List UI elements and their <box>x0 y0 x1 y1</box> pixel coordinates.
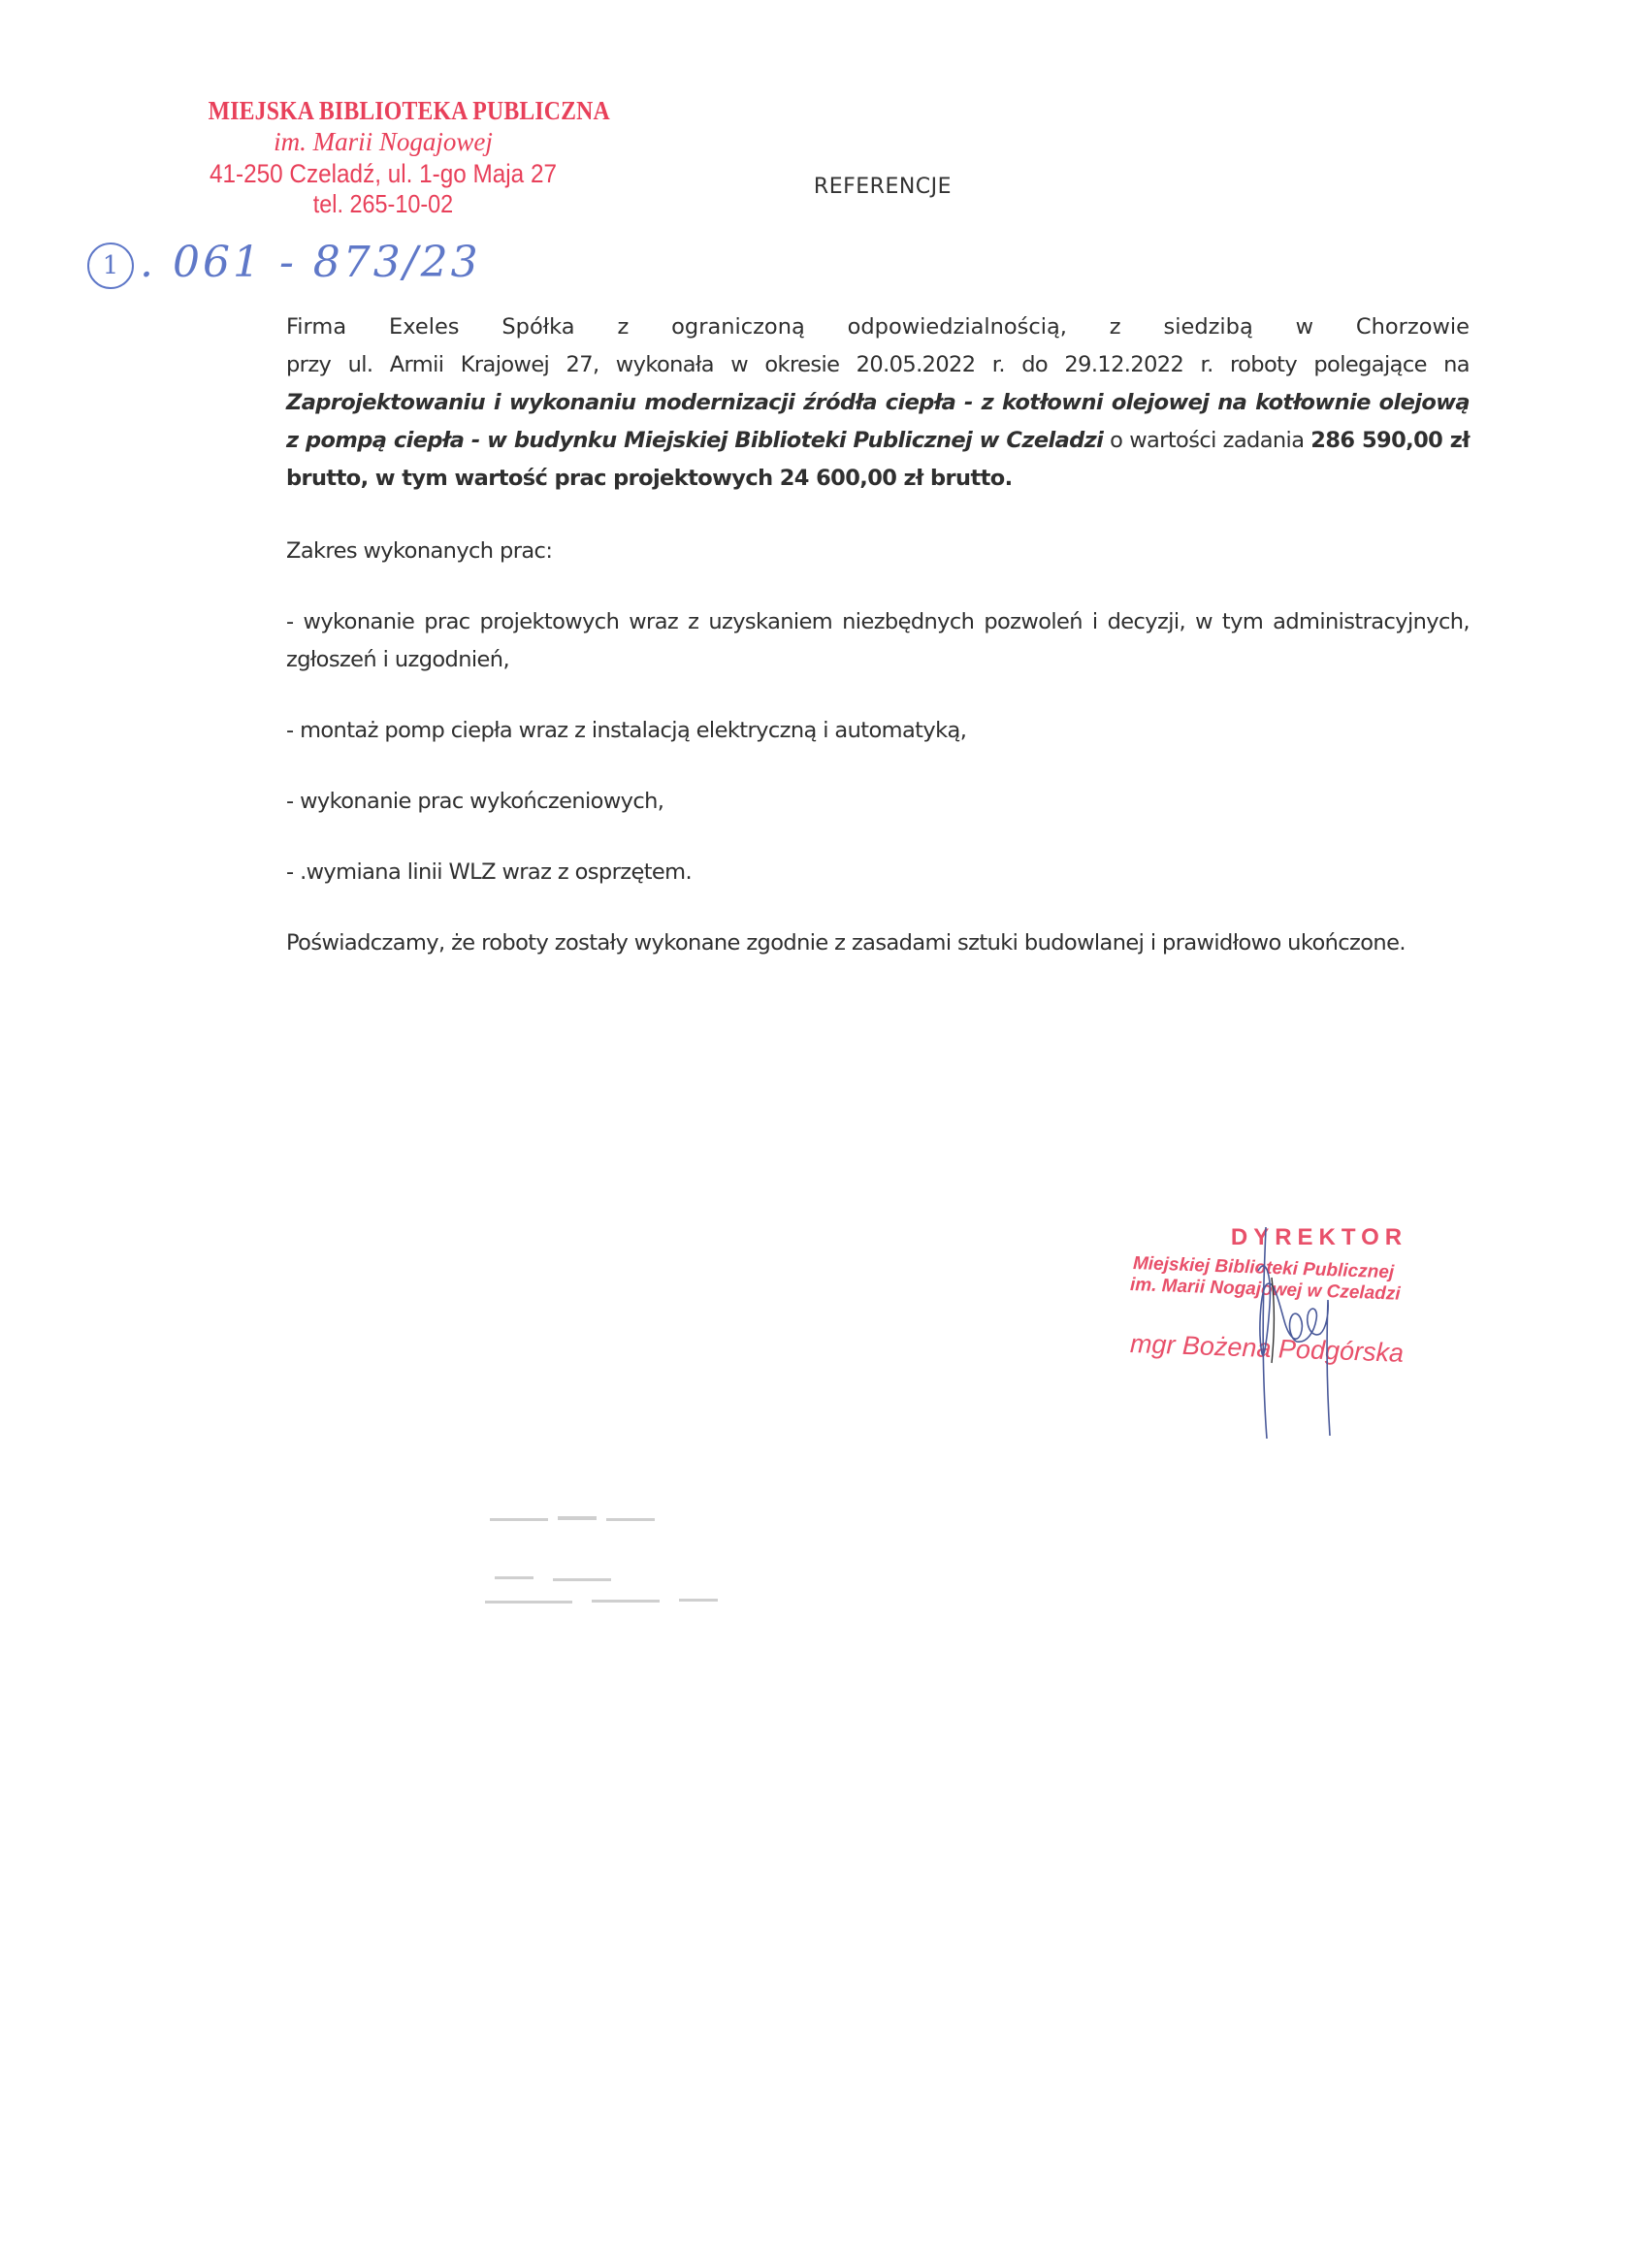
scope-item: - montaż pomp ciepła wraz z instalacją elektryczną i automatyką, <box>286 718 967 743</box>
stamp-library-name: MIEJSKA BIBLIOTEKA PUBLICZNA <box>208 96 610 125</box>
value-statement: 286 590,00 zł brutto, w tym wartość prac projektowych 24 600,00 zł brutto. <box>286 428 1470 491</box>
closing-statement: Poświadczamy, że roboty zostały wykonane zgodnie z zasadami sztuki budowlanej i prawidłowo ukończone. <box>286 930 1406 956</box>
reference-number-text: . 061 - 873/23 <box>140 238 481 287</box>
circled-number: 1 <box>87 243 134 289</box>
director-institution-location: im. Marii Nogajowej w Czeladzi <box>1129 1275 1401 1305</box>
scan-residue-marks <box>485 1499 776 1605</box>
letter-body <box>286 308 1470 962</box>
intro-line-1: Firma Exeles Spółka z ograniczoną odpowiedzialnością, z siedzibą w Chorzowie <box>286 314 1470 340</box>
intro-paragraph <box>286 346 1470 498</box>
project-name: Zaprojektowaniu i wykonaniu modernizacji źródła ciepła - z kotłowni olejowej na kotłownie olejową z pompą ciepła - w budynku Miejskiej Biblioteki Publicznej w Czeladzi <box>286 390 1470 453</box>
intro-text-part2: przy ul. Armii Krajowej 27, wykonała w okresie 20.05.2022 r. do 29.12.2022 r. roboty polegające na <box>286 352 1470 377</box>
handwritten-signature <box>1237 1217 1343 1441</box>
library-address-stamp <box>184 96 610 219</box>
scope-heading: Zakres wykonanych prac: <box>286 538 553 564</box>
director-name: mgr Bożena Podgórska <box>1129 1329 1405 1368</box>
scope-item: - .wymiana linii WLZ wraz z osprzętem. <box>286 859 693 885</box>
scope-item: - wykonanie prac wykończeniowych, <box>286 789 664 814</box>
stamp-address: 41-250 Czeladź, ul. 1-go Maja 27 <box>210 158 557 188</box>
document-title: REFERENCJE <box>813 175 953 199</box>
director-institution: Miejskiej Biblioteki Publicznej <box>1132 1253 1395 1283</box>
intro-text-part3: o wartości zadania <box>1103 428 1311 453</box>
stamp-patron-name: im. Marii Nogajowej <box>274 127 493 157</box>
handwritten-reference-number <box>87 238 481 289</box>
stamp-phone: tel. 265-10-02 <box>312 189 454 219</box>
director-title: DYREKTOR <box>1230 1224 1408 1250</box>
scope-item: - wykonanie prac projektowych wraz z uzyskaniem niezbędnych pozwoleń i decyzji, w tym administracyjnych, zgłoszeń i uzgodnień, <box>286 609 1470 672</box>
